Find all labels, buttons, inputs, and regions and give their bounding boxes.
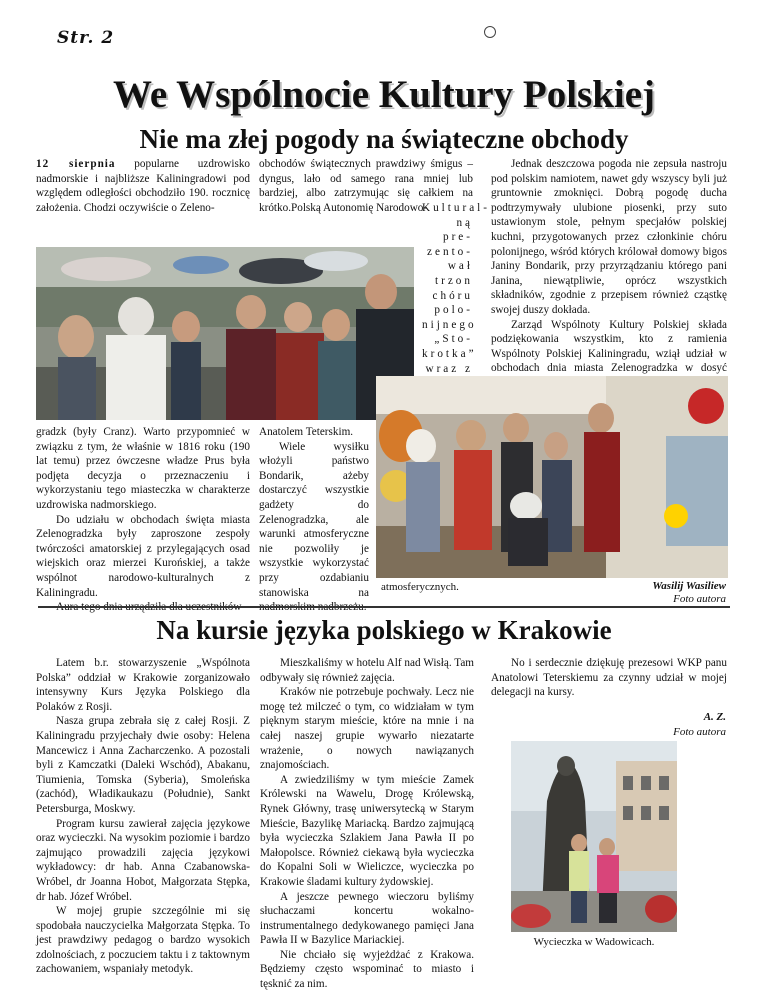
- article1-col1-bottom: [36, 425, 250, 615]
- article1-photo-credit: Foto autora: [673, 593, 726, 605]
- article1-col1-top: [36, 157, 250, 215]
- article1-col3-bottom-text: atmosferycznych.: [381, 581, 459, 593]
- article1-col2-bottom-p1: Anatolem Teterskim.: [259, 426, 354, 438]
- article2-col3: [491, 656, 727, 700]
- corner-ring-mark: [484, 26, 496, 38]
- narrow-line-4: wał: [447, 260, 473, 273]
- article1-col1-bottom-p2: Do udziału w obchodach święta miasta Zelenogradzka były zaproszone zespoły twórczości amatorskiej z przylegających osad wiejskich oraz mierzei Kurońskiej, a także wspólnot narodowo-kulturalnych z Kaliningradu.: [36, 513, 250, 599]
- article2-c1p3: Program kursu zawierał zajęcia językowe oraz wycieczki. Na wysokim poziomie i bardzo zajmująco prowadzili zajęcia językowi wykładowcy: dr hab. Anna Czabanowska-Wróbel, dr Joanna Hobot, Małgorzata Stępka, dr hab. Józef Wróbel.: [36, 817, 250, 903]
- narrow-line-10: krotka”: [422, 347, 477, 360]
- narrow-line-6: chóru: [432, 289, 473, 302]
- article2-c2p2: Kraków nie potrzebuje pochwały. Lecz nie mogę też milczeć o tym, co widziałam w tym pięknym starym mieście, które na mnie i na całej naszej grupie wywarło niezatarte wrażenie, o nowych nawiązanych znajomościach.: [260, 686, 474, 772]
- narrow-line-8: nijnego: [422, 318, 477, 331]
- article1-col2-top-text: obchodów świątecznych prawdziwy śmigus – dyngus, lało od samego rana mniej lub bardziej, albo zatrzymując się całkiem na krótko.Polską Autonomię Narodowo-: [259, 158, 473, 214]
- booth-photo: [376, 376, 728, 578]
- article2-photo-credit: Foto autora: [673, 726, 726, 738]
- narrow-line-3: zento-: [427, 245, 473, 258]
- narrow-line-7: polo-: [434, 304, 473, 317]
- article2-c1p4: W mojej grupie szczególnie mi się spodobała nauczycielka Małgorzata Stępka. To jest prawdziwy pedagog o bardzo wysokich zdolnościach, z poczuciem taktu i z taktownym zachowaniem, wspaniały metodyk.: [36, 905, 250, 976]
- article1-col2-bottom: [259, 425, 369, 615]
- page-number: Str. 2: [57, 28, 115, 48]
- article1-col1-bottom-p1: gradzk (były Cranz). Warto przypomnieć w związku z tym, że właśnie w 1816 roku (190 lat temu) przez ówczesne władze Prus była podjęta decyzja o przeznaczeniu i wykorzystaniu tego miasteczka w charakterze uzdrowiska nadmorskiego.: [36, 426, 250, 511]
- article2-heading: Na kursie języka polskiego w Krakowie: [156, 615, 612, 645]
- narrow-line-1: Kultural-: [422, 202, 491, 214]
- article1-col3-p2: Zarząd Wspólnoty Kultury Polskiej składa podziękowania wszystkim, kto z ramienia Wspólnoty Polskiej Kaliningradu, wziął udział w obchodach dnia miasta Zelenogradzka w dosyć: [491, 318, 727, 375]
- article2-c2p3: A zwiedziliśmy w tym mieście Zamek Królewski na Wawelu, Drogę Królewską, Rynek Główny, trasę uniwersytecką w Starym Mieście, Bazylikę Mariacką. Bardzo zajmującą była wycieczka Szlakiem Jana Pawła II po Małopolsce. Również ciekawą była wycieczka do Kopalni Soli w Wieliczce, wycieczka po Krakowie śladami kultury żydowskiej.: [260, 773, 474, 888]
- narrow-line-5: trzon: [435, 274, 473, 287]
- article1-col1-top-paragraph: [36, 157, 250, 215]
- section-divider: [38, 606, 730, 608]
- article1-col1-bottom-p3: Aura tego dnia urządziła dla uczestników: [56, 601, 242, 614]
- article2-c1p2: Nasza grupa zebrała się z całej Rosji. Z Kaliningradu przyjechały dwie osoby: Helena Mancewicz i Anna Zacharczenko. A pozostali byli z Kamczatki (Daleki Wschód), Abakanu, Tiumienia, Tomska (Syberia), Smoleńska (zachód), Władikaukazu (Południe), Sankt Petersburga, Moskwy.: [36, 715, 250, 815]
- article1-author: Wasilij Wasiliew: [652, 580, 726, 592]
- article1-col3-p1: Jednak deszczowa pogoda nie zepsuła nastroju pod polskim namiotem, nawet gdy wszyscy byli już gruntownie zmoknięci. Dobrą pogodę ducha podtrzymywały ulubione piosenki, przy suto ustawionym stole, pełnym specjałów polskiej kuchni, przygotowanych przez członkinie chóru polonijnego, wśród których królował domowy bigos Janiny Bondarik, przy przyrządzaniu którego pani Janina, niewątpliwie, oprócz wszystkich składników, zgodnie z przepisem również cząstkę swojej duszy dokłada.: [491, 158, 727, 316]
- article1-col3-top: [491, 157, 727, 391]
- article1-heading: Nie ma złej pogody na świąteczne obchody: [139, 124, 629, 154]
- article2-c2p5: Nie chciało się wyjeżdżać z Krakowa. Będziemy często wspominać to miasto i tęsknić za nim.: [260, 948, 474, 991]
- article1-p1: popularne uzdrowisko nadmorskie i najbliższe Kaliningradowi pod względem odległości obchodziło 190. rocznicę założenia. Chodzi oczywiście o Zeleno-: [36, 158, 251, 214]
- narrow-line-9: „Sto-: [434, 333, 473, 346]
- article1-col2-narrow: [422, 201, 491, 405]
- page-title: We Wspólnocie Kultury Polskiej: [112, 73, 656, 116]
- article2-c2p1: Mieszkaliśmy w hotelu Alf nad Wisłą. Tam odbywały się również zajęcia.: [260, 657, 474, 684]
- article2-c3p1: No i serdecznie dziękuję prezesowi WKP panu Anatolowi Teterskiemu za czynny udział w mojej delegacji na kursy.: [491, 657, 727, 699]
- article2-author: A. Z.: [703, 711, 726, 723]
- narrow-line-11: wraz z: [425, 362, 473, 375]
- article2-photo-caption: Wycieczka w Wadowicach.: [533, 936, 655, 948]
- article2-col1: [36, 656, 250, 977]
- article2-c2p4: A jeszcze pewnego wieczoru byliśmy słuchaczami koncertu wokalno-instrumentalnego dedykowanego pamięci Jana Pawła II w Bazylice Mariackiej.: [260, 890, 474, 947]
- article1-lead-date: 12 sierpnia: [36, 158, 116, 170]
- wadowice-photo: [511, 741, 677, 932]
- article1-col2-bottom-p2: Wiele wysiłku włożyli państwo Bondarik, ażeby dostarczyć wszystkie gadżety do Zelenogradzka, ale warunki atmosferyczne nie pozwoliły je wszystkie wykorzystać przy ozdabianiu stanowiska na nadmorskim nadbrzeżu.: [259, 440, 369, 614]
- choir-photo: [36, 247, 414, 420]
- article2-col2: [260, 656, 474, 992]
- article2-c1p1: Latem b.r. stowarzyszenie „Wspólnota Polska” oddział w Krakowie zorganizowało intensywny Kurs Języka Polskiego dla Polaków z Rosji.: [36, 657, 250, 713]
- narrow-line-2: ną pre-: [442, 216, 473, 244]
